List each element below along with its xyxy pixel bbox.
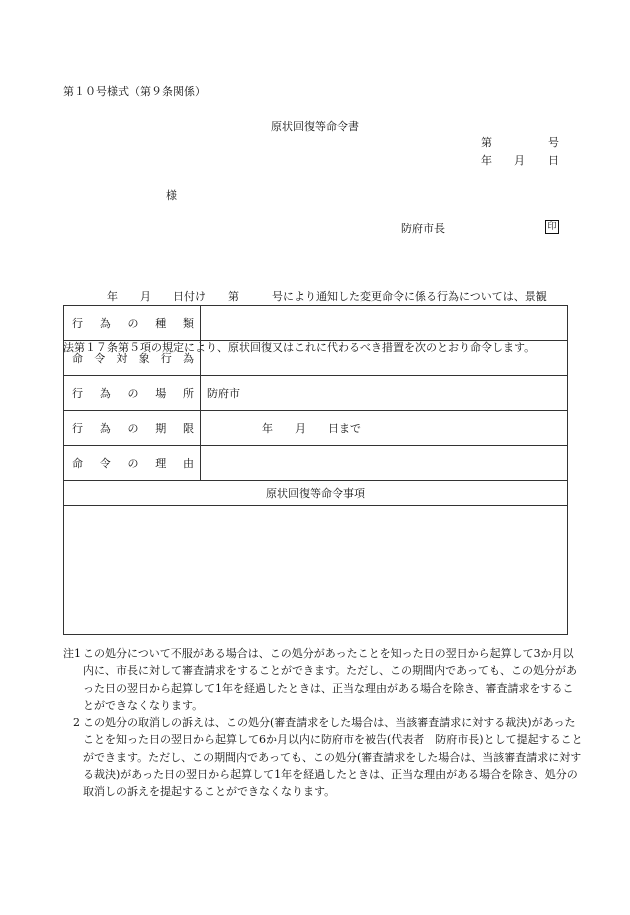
- row-label-char: 為: [182, 352, 194, 365]
- note-text: この処分について不服がある場合は、この処分があったことを知った日の翌日から起算して3か月以内に、市長に対して審査請求をすることができます。ただし、この期間内であっても、この処分があった日の翌日から起算して1年を経過したときは、正当な理由がある場合を除き、審査請求をすることができなくなります。: [83, 647, 578, 712]
- row-label-char: 限: [183, 422, 194, 435]
- row-value: [201, 446, 568, 481]
- table-row: [64, 411, 568, 446]
- notes-section: [63, 645, 583, 801]
- note-text: この処分の取消しの訴えは、この処分(審査請求をした場合は、当該審査請求に対する裁決)があったことを知った日の翌日から起算して6か月以内に防府市を被告(代表者 防府市長)として提起することができます。ただし、この期間内であっても、この処分(審査請求をした場合は、当該審査請求に対する裁決)があった日の翌日から起算して1年を経過したときは、正当な理由がある場合を除き、処分の取消しの訴えを提起することができなくなります。: [83, 716, 583, 799]
- row-value: 防府市: [201, 376, 568, 411]
- row-label-char: 由: [183, 457, 194, 470]
- row-label-char: 令: [99, 457, 111, 470]
- row-label-char: 期: [155, 422, 167, 435]
- row-label-char: 理: [155, 457, 167, 470]
- issuer-name: 防府市長: [401, 222, 445, 235]
- row-label-char: 行: [72, 422, 83, 435]
- row-label-char: 為: [99, 422, 111, 435]
- note-mark: 注1: [63, 647, 81, 660]
- seal-mark: 印: [545, 220, 559, 234]
- addressee-honorific: 様: [166, 189, 177, 202]
- row-label-char: 為: [99, 317, 111, 330]
- row-label: [64, 341, 201, 376]
- document-number-suffix: 号: [548, 136, 559, 149]
- table-row: [64, 376, 568, 411]
- row-label-char: の: [127, 387, 139, 400]
- form-number: 第１０号様式（第９条関係）: [63, 85, 206, 98]
- date-month: 月: [514, 154, 525, 167]
- body-line: 年 月 日付け 第 号により通知した変更命令に係る行為については、景観: [63, 290, 547, 303]
- row-label-char: 種: [155, 317, 167, 330]
- table-row: [64, 341, 568, 376]
- row-label-char: 象: [138, 352, 150, 365]
- table-row: [64, 306, 568, 341]
- row-value: [201, 341, 568, 376]
- section-header: 原状回復等命令事項: [64, 481, 568, 506]
- row-value: [201, 306, 568, 341]
- row-label-char: 行: [160, 352, 172, 365]
- row-label-char: 命: [72, 352, 83, 365]
- row-label-char: 行: [72, 317, 83, 330]
- section-header-row: [64, 481, 568, 506]
- row-label-char: 類: [183, 317, 194, 330]
- row-label: [64, 306, 201, 341]
- document-number-prefix: 第: [481, 136, 492, 149]
- section-body: [64, 506, 568, 635]
- note-item: [63, 714, 583, 800]
- row-label-char: の: [127, 317, 139, 330]
- order-table: [63, 305, 568, 635]
- row-label-char: 場: [155, 387, 167, 400]
- body-line: 法第１７条第５項の規定により、原状回復又はこれに代わるべき措置を次のとおり命令します。: [63, 341, 536, 354]
- row-label: [64, 411, 201, 446]
- row-label-char: 所: [183, 387, 194, 400]
- row-label-char: 行: [72, 387, 83, 400]
- row-label-char: の: [127, 457, 139, 470]
- row-label: [64, 446, 201, 481]
- note-item: [63, 645, 583, 714]
- date-day: 日: [548, 154, 559, 167]
- row-label-char: 対: [116, 352, 128, 365]
- note-mark: 2: [73, 716, 80, 730]
- document-title: 原状回復等命令書: [271, 120, 359, 133]
- row-label-char: の: [127, 422, 139, 435]
- date-year: 年: [481, 154, 492, 167]
- section-body-row: [64, 506, 568, 635]
- table-row: [64, 446, 568, 481]
- row-label-char: 命: [72, 457, 83, 470]
- row-label-char: 為: [99, 387, 111, 400]
- row-label-char: 令: [94, 352, 106, 365]
- row-label: [64, 376, 201, 411]
- row-value: 年 月 日まで: [201, 411, 568, 446]
